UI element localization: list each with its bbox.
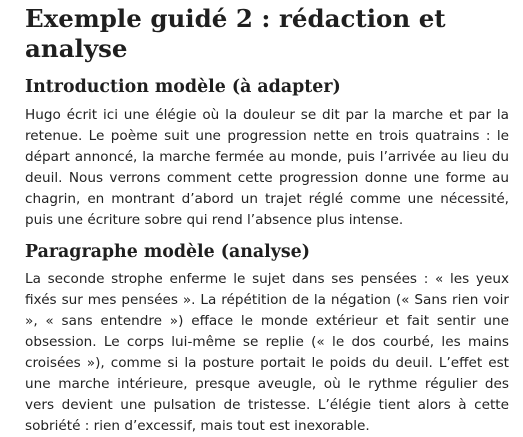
document-page bbox=[25, 0, 509, 437]
page-title: Exemple guidé 2 : rédaction et analyse bbox=[25, 4, 446, 63]
section-paragraph-analysis: La seconde strophe enferme le sujet dans ses pensées : « les yeux fixés sur mes pensées ». La répétition de la négation (« Sans rien voir », « sans entendre ») efface le monde extérieur et fait sentir une obsession. Le corps lui-même se replie (« le dos courbé, les mains croisées »), comme si la posture portait le poids du deuil. L’effet est une marche intérieure, presque aveugle, où le rythme régulier des vers devient une pulsation de tristesse. L’élégie tient alors à cette sobriété : rien d’excessif, mais tout est inexorable. bbox=[25, 271, 509, 434]
section-heading-introduction: Introduction modèle (à adapter) bbox=[25, 77, 341, 97]
section-paragraph-introduction: Hugo écrit ici une élégie où la douleur se dit par la marche et par la retenue. Le poème suit une progression nette en trois quatrains : le départ annoncé, la marche fermée au monde, puis l’arrivée au lieu du deuil. Nous verrons comment cette progression donne une forme au chagrin, en montrant d’abord un trajet réglé comme une nécessité, puis une écriture sobre qui rend l’absence plus intense. bbox=[25, 107, 509, 228]
section-heading-analysis: Paragraphe modèle (analyse) bbox=[25, 242, 310, 262]
